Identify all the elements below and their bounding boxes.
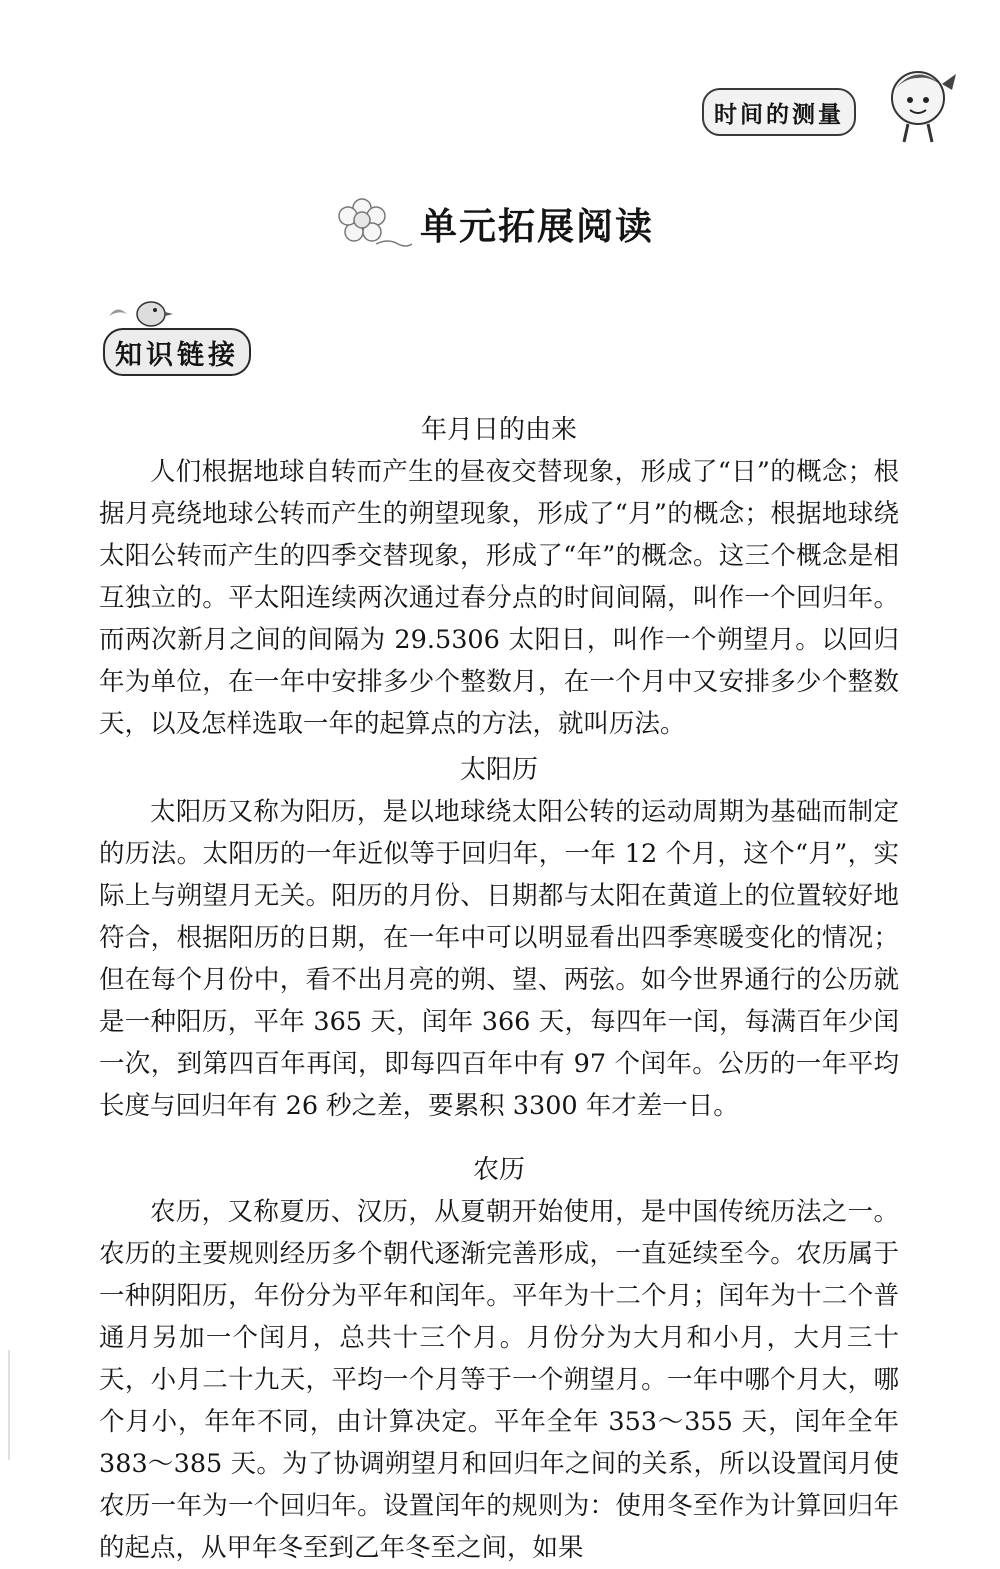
reading-content (99, 405, 899, 1569)
section-heading: 太阳历 (459, 755, 538, 785)
knowledge-link-tag (95, 290, 295, 380)
page-header (690, 52, 970, 162)
flower-icon (332, 190, 412, 250)
paragraph: 农历，又称夏历、汉历，从夏朝开始使用，是中国传统历法之一。农历的主要规则经历多个朝代逐渐完善形成，一直延续至今。农历属于一种阴阳历，年份分为平年和闰年。平年为十二个月；闰年为十二个普通月另加一个闰月，总共十三个月。月份分为大月和小月，大月三十天，小月二十九天，平均一个月等于一个朔望月。一年中哪个月大，哪个月小，年年不同，由计算决定。平年全年 353～355 天，闰年全年 383～385 天。为了协调朔望月和回归年之间的关系，所以设置闰月使农历一年为一个回归年。设置闰年的规则为：使用冬至作为计算回归年的起点，从甲年冬至到乙年冬至之间，如果 (99, 1197, 899, 1563)
section-heading: 年月日的由来 (420, 415, 577, 445)
chapter-badge: 时间的测量 (702, 88, 856, 136)
section-heading: 农历 (472, 1155, 525, 1185)
paragraph: 人们根据地球自转而产生的昼夜交替现象，形成了“日”的概念；根据月亮绕地球公转而产生的朔望现象，形成了“月”的概念；根据地球绕太阳公转而产生的四季交替现象，形成了“年”的概念。这三个概念是相互独立的。平太阳连续两次通过春分点的时间间隔，叫作一个回归年。而两次新月之间的间隔为 29.5306 太阳日，叫作一个朔望月。以回归年为单位，在一年中安排多少个整数月，在一个月中又安排多少个整数天，以及怎样选取一年的起算点的方法，就叫历法。 (99, 457, 899, 739)
page-title: 单元拓展阅读 (420, 205, 654, 248)
scan-edge (8, 1350, 10, 1460)
mascot-icon (880, 58, 960, 148)
paragraph: 太阳历又称为阳历，是以地球绕太阳公转的运动周期为基础而制定的历法。太阳历的一年近似等于回归年，一年 12 个月，这个“月”，实际上与朔望月无关。阳历的月份、日期都与太阳在黄道上的位置较好地符合，根据阳历的日期，在一年中可以明显看出四季寒暖变化的情况；但在每个月份中，看不出月亮的朔、望、两弦。如今世界通行的公历就是一种阳历，平年 365 天，闰年 366 天，每四年一闰，每满百年少闰一次，到第四百年再闰，即每四百年中有 97 个闰年。公历的一年平均长度与回归年有 26 秒之差，要累积 3300 年才差一日。 (99, 797, 899, 1121)
bird-icon (99, 290, 179, 330)
section-tag-label: 知识链接 (103, 328, 251, 376)
